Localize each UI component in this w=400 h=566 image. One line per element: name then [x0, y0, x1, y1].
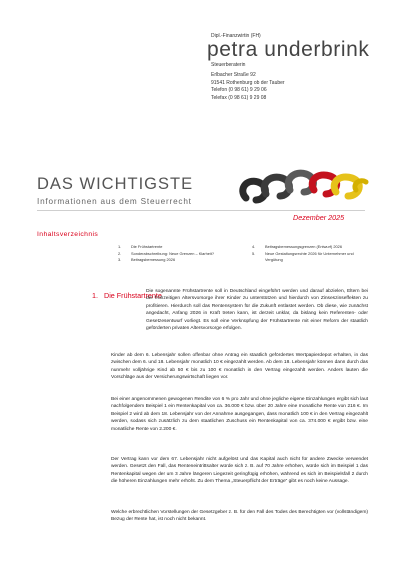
toc-item-number: 5. — [252, 250, 256, 256]
newsletter-subtitle: Informationen aus dem Steuerrecht — [37, 197, 192, 206]
section-title: Die Frühstartrente — [104, 291, 162, 300]
toc-column-left — [118, 244, 238, 264]
newsletter-title: DAS WICHTIGSTE — [37, 175, 194, 193]
section-paragraph: Die sogenannte Frühstartrente soll in Deutschland eingeführt werden und darauf abzielen, Eltern bei der frühzeitigen Altersvorsorge ihrer Kinder zu unterstützen und hierdurch von Zinseszinseffekten zu profitieren. Hierdurch soll das Rentensystem für die Zukunft entlastet werden. Ob diese, wie zunächst angedacht, Anfang 2026 in Kraft treten kann, ist derzeit unklar, da bislang kein Referenten- oder Gesetzesentwurf vorliegt. Es soll eine Verknüpfung der Frühstartrente mit einer Reform der staatlich geförderten privaten Altersvorsorge erfolgen. — [146, 289, 368, 332]
section-paragraph: Welche erbrechtlichen Vorstellungen der Gesetzgeber z. B. für den Fall des Todes des Berechtigten vor (vollständigem) Bezug der Rente hat, ist noch nicht bekannt. — [111, 510, 368, 523]
toc-item-label: Beitragsbemessungsgrenzen (Entwurf) 2026 — [265, 244, 342, 249]
toc-item-label: Beitragsbemessung 2026 — [131, 257, 176, 263]
toc-item-label: Sonderabschreibung: Neue Grenzen – Klarheit? — [131, 250, 215, 256]
address-phone: Telefon (0 98 61) 9 29 06 — [211, 87, 267, 94]
toc-item[interactable] — [252, 251, 372, 258]
toc-item-label: Neue Gestaltungsrechte 2026 für Unternehmer und — [265, 250, 354, 256]
toc-item-label: Die Frühstartrente — [131, 244, 163, 249]
toc-item-number: 4. — [252, 244, 256, 249]
toc-item[interactable] — [252, 244, 372, 251]
issue-date: Dezember 2025 — [293, 213, 345, 222]
toc-item[interactable] — [118, 251, 238, 258]
advisor-name: petra underbrink — [207, 38, 370, 61]
header-divider — [37, 210, 365, 211]
qualification-text: Dipl.-Finanzwirtin (FH) — [211, 33, 261, 39]
toc-heading: Inhaltsverzeichnis — [37, 231, 99, 238]
address-block — [211, 72, 285, 103]
toc-item-number: 2. — [118, 250, 122, 256]
section-paragraph: Bei einer angenommenen gewogenen Rendite von 6 % pro Jahr und ohne jegliche eigene Einzahlungen ergibt sich laut nachfolgendem Beispiel 1 ein Rentenkapital von ca. 36.000 € bzw. über 20 Jahre eine monatliche Rente von 216 €. Im Beispiel 2 wird ab dem 18. Lebensjahr von der Annahme ausgegangen, dass monatlich 100 € in den Vertrag eingezahlt werden, sodass sich zusätzlich zu dem staatlichen Zuschuss ein Rentenkapital von ca. 374.000 € ergibt bzw. eine monatliche Rente von 2.200 €. — [111, 397, 368, 432]
section-number: 1. — [92, 291, 98, 300]
address-street: Erlbacher Straße 92 — [211, 72, 256, 78]
section-paragraph: Kinder ab dem 6. Lebensjahr sollen offenbar ohne Antrag ein staatlich gefördertes Wertpapierdepot erhalten, in das zwischen dem 6. und 18. Lebensjahr monatlich 10 € eingezahlt werden. Ab dem 18. Lebensjahr können dann durch das nunmehr volljährige Kind ab 50 € bis zu 100 € monatlich in den Vertrag eingezahlt werden. Anders lauten die Vorschläge aus der Versicherungswirtschaft liegen vor. — [111, 353, 368, 381]
toc-item-number: 1. — [118, 244, 122, 249]
paragraph-chain-logo — [236, 160, 372, 208]
toc-item-continuation: Vergütung — [265, 257, 283, 263]
toc-item[interactable] — [118, 257, 238, 264]
toc-item-number: 3. — [118, 257, 122, 263]
address-fax: Telefax (0 98 61) 9 29 08 — [211, 95, 267, 102]
section-paragraph: Der Vertrag kann vor dem 67. Lebensjahr nicht aufgelöst und das Kapital auch nicht für andere Zwecke verwendet werden. Gesetzt den Fall, das Renteneintrittsalter würde sich z. B. auf 70 Jahre erhöhen, würde sich im Beispiel 1 das Rentenkapital wegen der um 3 Jahre längeren Liegezeit geringfügig erhöhen, während es sich im Beispielsfall 2 durch die höheren Einzahlungen mehr erhöht. Zu dem Thema „Steuerpflicht der Erträge“ gibt es noch keine Aussage. — [111, 457, 368, 485]
address-city: 91541 Rothenburg ob der Tauber — [211, 79, 285, 86]
toc-column-right — [252, 244, 372, 264]
toc-item[interactable] — [118, 244, 238, 251]
advisor-role: Steuerberaterin — [211, 62, 246, 68]
